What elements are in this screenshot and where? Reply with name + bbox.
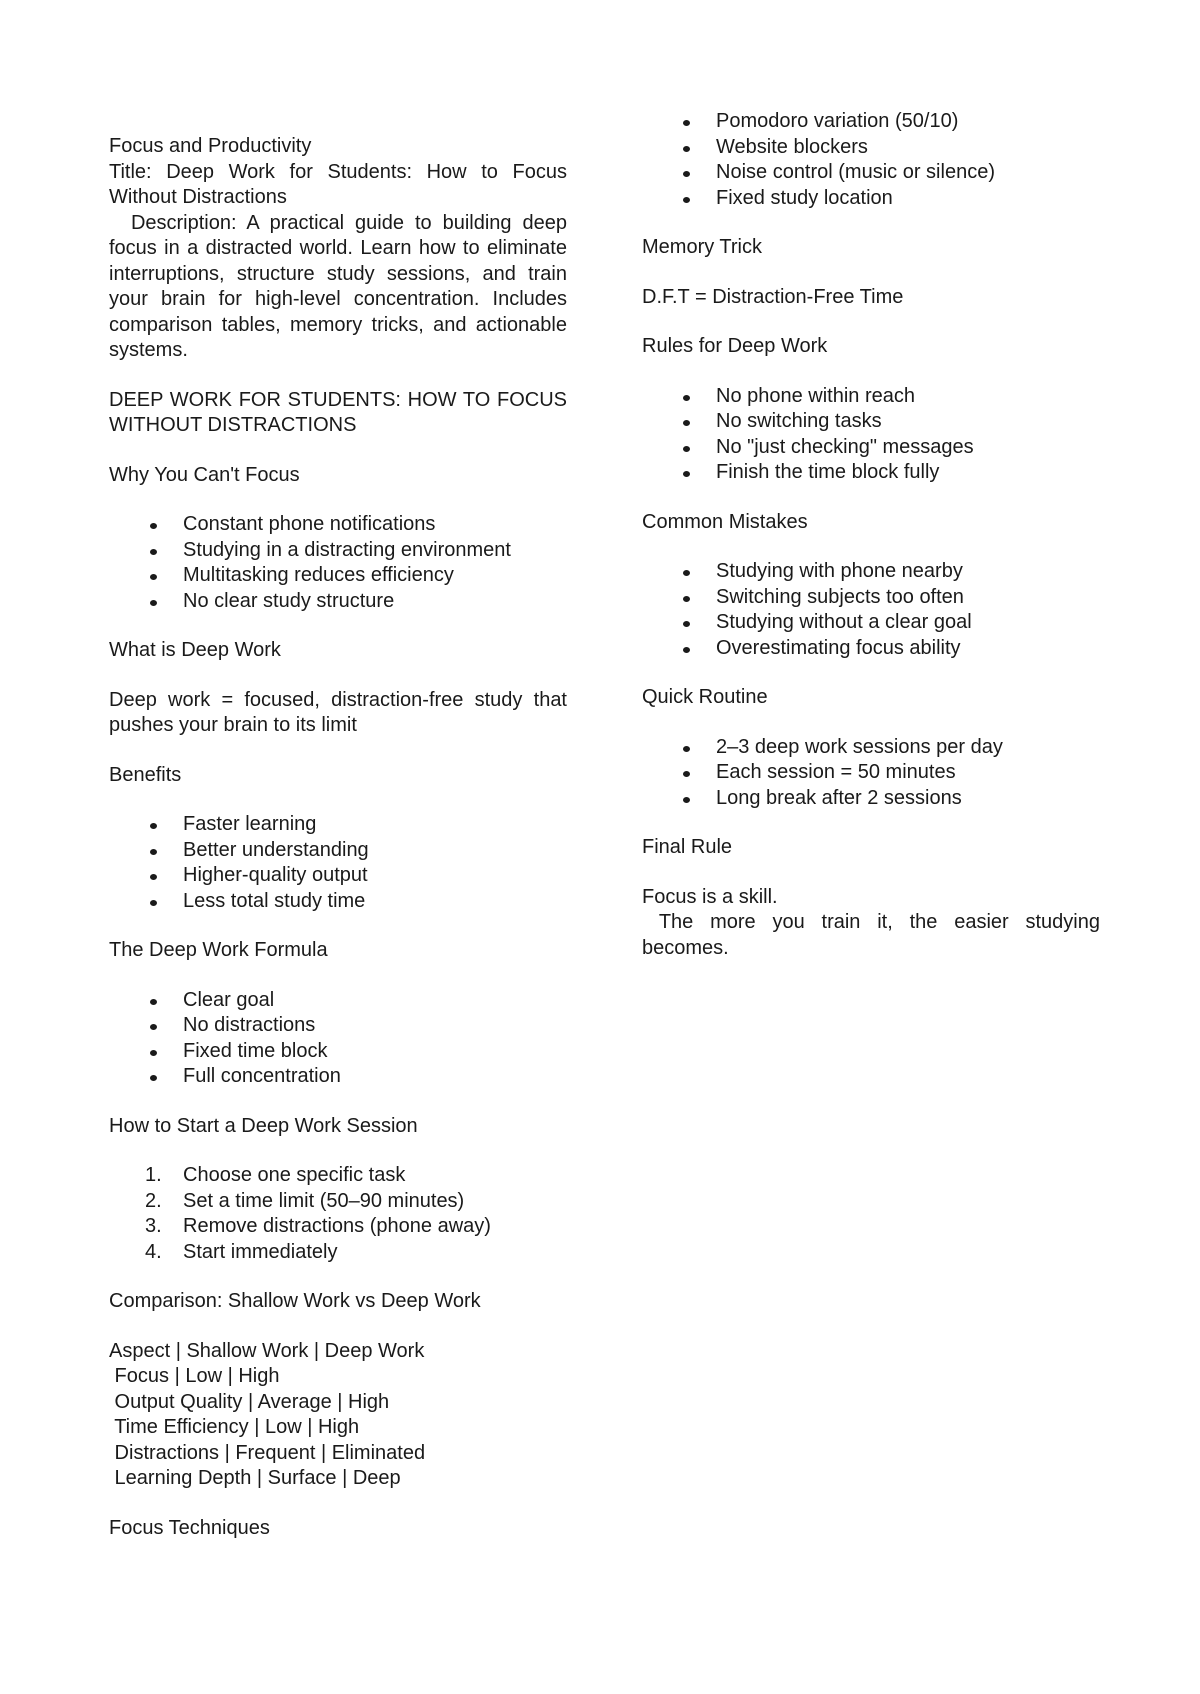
section-heading-benefits: Benefits [109, 763, 182, 786]
list-item: No "just checking" messages [642, 435, 1100, 461]
list-number: 4. [145, 1240, 162, 1263]
memory-text: D.F.T = Distraction-Free Time [642, 285, 904, 308]
section-heading-comparison: Comparison: Shallow Work vs Deep Work [109, 1290, 481, 1312]
list-item: No clear study structure [109, 589, 567, 615]
table-row: Distractions | Frequent | Eliminated [109, 1441, 426, 1464]
list-item: No phone within reach [642, 384, 1100, 410]
list-item [109, 1163, 567, 1189]
what-text: Deep work = focused, distraction-free study that pushes your brain to its limit [109, 688, 567, 736]
list-item: Each session = 50 minutes [642, 760, 1100, 786]
document-title-line: Title: Deep Work for Students: How to Focus Without Distractions [109, 160, 567, 208]
list-item: Less total study time [109, 889, 567, 915]
list-item [109, 1214, 567, 1240]
routine-list [642, 735, 1100, 812]
list-item: Full concentration [109, 1064, 567, 1090]
section-heading-what: What is Deep Work [109, 639, 281, 661]
table-row: Output Quality | Average | High [109, 1390, 390, 1413]
list-item: Studying in a distracting environment [109, 538, 567, 564]
section-heading-final: Final Rule [642, 836, 733, 858]
list-item-text: Remove distractions (phone away) [183, 1215, 491, 1237]
list-number: 2. [145, 1189, 162, 1212]
final-line-1: Focus is a skill. [642, 885, 778, 908]
list-number: 3. [145, 1215, 162, 1237]
list-item: No switching tasks [642, 409, 1100, 435]
list-item: Pomodoro variation (50/10) [642, 109, 1100, 135]
document-topic: Focus and Productivity [109, 135, 312, 157]
list-item: Faster learning [109, 812, 567, 838]
list-item: Long break after 2 sessions [642, 786, 1100, 812]
list-item: No distractions [109, 1013, 567, 1039]
list-item: Fixed time block [109, 1039, 567, 1065]
section-heading-mistakes: Common Mistakes [642, 510, 808, 533]
main-heading: DEEP WORK FOR STUDENTS: HOW TO FOCUS WITHOUT DISTRACTIONS [109, 388, 567, 436]
benefits-list [109, 812, 567, 914]
list-item-text: Set a time limit (50–90 minutes) [183, 1189, 465, 1212]
rules-list [642, 384, 1100, 486]
start-steps-list [109, 1163, 567, 1265]
formula-list [109, 988, 567, 1090]
list-item: 2–3 deep work sessions per day [642, 735, 1100, 761]
list-item: Finish the time block fully [642, 460, 1100, 486]
list-item: Overestimating focus ability [642, 636, 1100, 662]
table-row: Focus | Low | High [109, 1365, 280, 1387]
section-heading-routine: Quick Routine [642, 686, 768, 708]
table-row: Aspect | Shallow Work | Deep Work [109, 1339, 425, 1362]
table-row: Time Efficiency | Low | High [109, 1416, 360, 1438]
list-item [109, 1240, 567, 1266]
list-number: 1. [145, 1164, 162, 1186]
list-item: Studying without a clear goal [642, 610, 1100, 636]
list-item-text: Start immediately [183, 1240, 338, 1263]
list-item: Website blockers [642, 135, 1100, 161]
list-item: Higher-quality output [109, 863, 567, 889]
list-item: Noise control (music or silence) [642, 160, 1100, 186]
comparison-table [109, 1339, 567, 1492]
section-heading-rules: Rules for Deep Work [642, 335, 828, 357]
why-list [109, 512, 567, 614]
list-item: Clear goal [109, 988, 567, 1014]
section-heading-start: How to Start a Deep Work Session [109, 1114, 418, 1137]
list-item [109, 1189, 567, 1215]
list-item: Switching subjects too often [642, 585, 1100, 611]
right-column [642, 109, 1106, 961]
section-heading-techniques: Focus Techniques [109, 1516, 270, 1539]
mistakes-list [642, 559, 1100, 661]
list-item: Better understanding [109, 838, 567, 864]
list-item-text: Choose one specific task [183, 1164, 406, 1186]
document-description: Description: A practical guide to building deep focus in a distracted world. Learn how to eliminate interruptions, structure study sessions, and train your brain for high-level concentration. Includes comparison tables, memory tricks, and actionable systems. [109, 211, 573, 361]
list-item: Fixed study location [642, 186, 1100, 212]
table-row: Learning Depth | Surface | Deep [109, 1467, 401, 1489]
section-heading-memory: Memory Trick [642, 236, 762, 258]
final-line-2: The more you train it, the easier studying becomes. [642, 911, 1106, 959]
section-heading-formula: The Deep Work Formula [109, 939, 328, 961]
section-heading-why: Why You Can't Focus [109, 463, 300, 486]
left-column [109, 134, 573, 1541]
list-item: Studying with phone nearby [642, 559, 1100, 585]
techniques-list [642, 109, 1100, 211]
list-item: Constant phone notifications [109, 512, 567, 538]
list-item: Multitasking reduces efficiency [109, 563, 567, 589]
